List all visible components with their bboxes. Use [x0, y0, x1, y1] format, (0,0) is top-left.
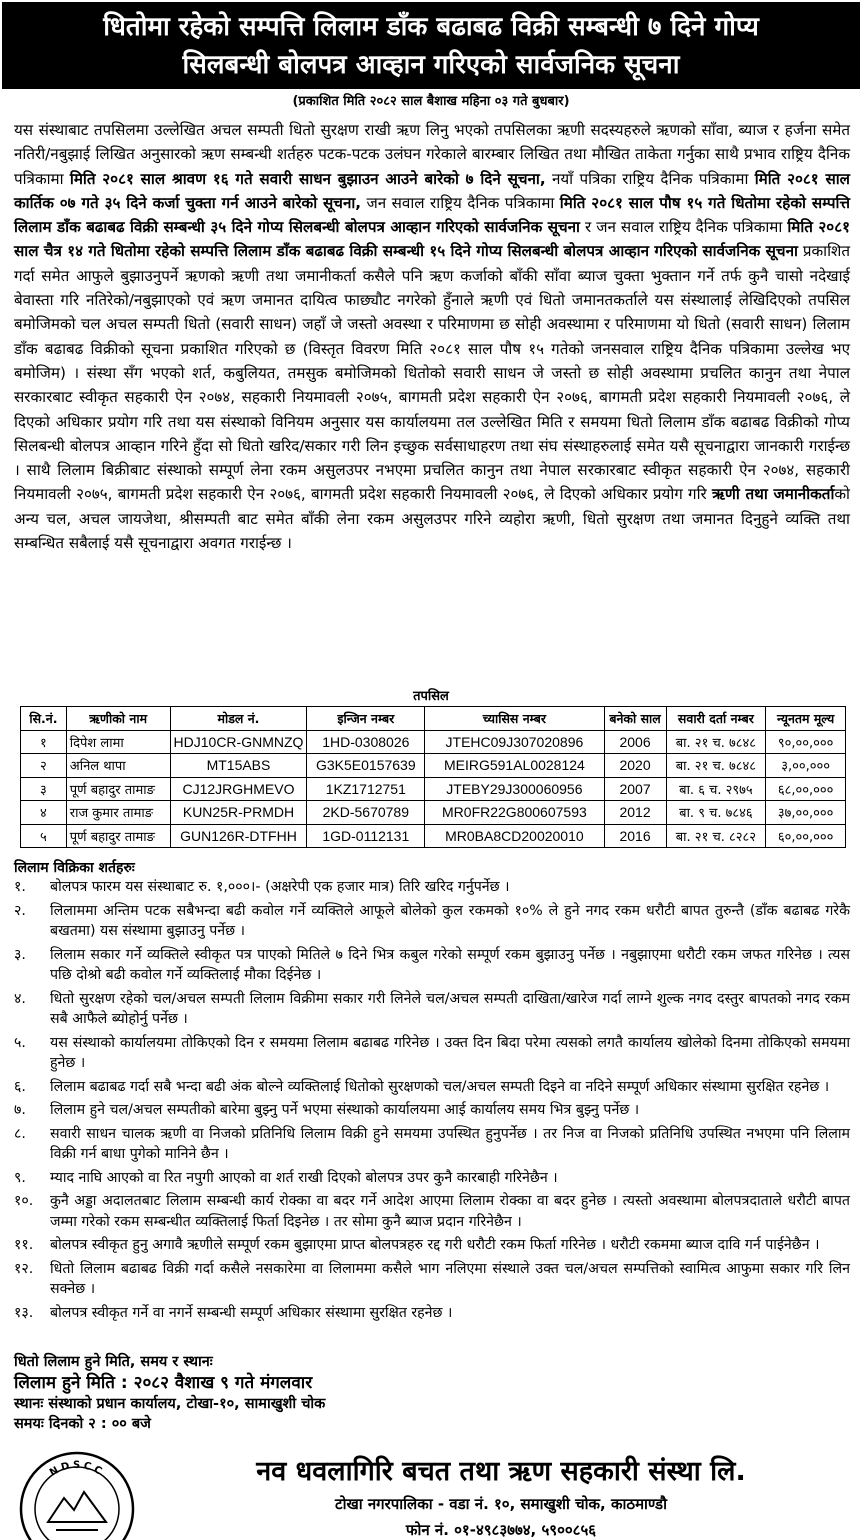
- cell-registration: बा. २१ च. ८२८२: [666, 824, 766, 848]
- condition-item: [14, 1235, 850, 1256]
- body-bold-2: मिति २०८१ साल कार्तिक ०७ गते ३५ दिने कर्जा चुक्ता गर्न आउने बारेको सूचना,: [14, 169, 850, 212]
- auction-heading: धितो लिलाम हुने मिति, समय र स्थानः: [14, 1354, 213, 1370]
- cell-borrower: अनिल थापा: [66, 754, 170, 778]
- cell-chassis: JTEHC09J307020896: [425, 730, 604, 754]
- condition-text: धितो सुरक्षण रहेको चल/अचल सम्पती लिलाम विक्रीमा सकार गरी लिनेले चल/अचल सम्पती दाखिता/खारेज गर्दा लाग्ने शुल्क नगद दस्तुर बापतको नगद रकम सबै आफैले ब्योहोर्नु पर्नेछ ।: [50, 990, 850, 1027]
- condition-number: ३.: [14, 946, 26, 963]
- cell-year: 2012: [604, 801, 666, 825]
- cell-min-price: ६८,००,०००: [766, 777, 846, 801]
- condition-number: ८.: [14, 1125, 26, 1142]
- body-text-4: र जन सवाल राष्ट्रिय दैनिक पत्रिकामा: [579, 218, 788, 237]
- cell-min-price: ६०,००,०००: [766, 824, 846, 848]
- cell-min-price: ३७,००,०००: [766, 801, 846, 825]
- condition-item: [14, 1168, 850, 1189]
- body-text-2: नयाँ पत्रिका राष्ट्रिय दैनिक पत्रिकामा: [545, 169, 755, 188]
- cell-year: 2007: [604, 777, 666, 801]
- cell-model: KUN25R-PRMDH: [170, 801, 307, 825]
- cell-borrower: पूर्ण बहादुर तामाङ: [66, 777, 170, 801]
- body-text-5: प्रकाशित गर्दा समेत आफुले बुझाउनुपर्ने ऋणको ऋणी तथा जमानीकर्ता कसैले पनि ऋण कर्जाको बाँकी साँवा ब्याज चुक्ता भुक्तान गर्ने तर्फ कुनै चासो नदेखाई बेवास्ता गरि नतिरेको/नबुझाएको एवं ऋण जमानत दायित्व फाछ्यौट नगरेको हुँनाले ऋणी एवं धितो जमानतकर्ताले यस संस्थालाई लेखिदिएको तपसिल बमोजिमको चल अचल सम्पती धितो (सवारी साधन) जहाँ जे जस्तो अवस्था र परिमाणमा छ सोही अवस्थामा र परिमाणमा यो धितो (सवारी साधन) लिलाम डाँक बढाबढ विक्रीको सूचना प्रकाशित गरिएको छ (विस्तृत विवरण मिति २०८१ साल पौष १५ गतेको जनसवाल राष्ट्रिय दैनिक पत्रिकामा उल्लेख भए बमोजिम) । संस्था सँग भएको शर्त, कबुलियत, तमसुक बमोजिमको धितोको सवारी साधन जे जस्तो छ सोही अवस्थामा प्रचलित कानुन तथा नेपाल सरकारबाट स्वीकृत सहकारी ऐन २०७४, सहकारी नियमावली २०७५, बागमती प्रदेश सहकारी ऐन २०७६, बागमती प्रदेश सहकारी नियमावली २०७६, ले दिएको अधिकार प्रयोग गरि तथा यस संस्थाको विनियम अनुसार यस कार्यालयमा तल उल्लेखित मिति र समयमा धितो लिलाम डाँक बढाबढ विक्रीको गोप्य सिलबन्धी बोलपत्र आव्हान गरिने हुँदा सो धितो खरिद/सकार गरी लिन इच्छुक सर्वसाधाहरण तथा संघ संस्थाहरुलाई समेत यसै सूचनाद्वारा जानकारी गराईन्छ । साथै लिलाम बिक्रीबाट संस्थाको सम्पूर्ण लेना रकम असुलउपर नभएमा प्रचलित कानुन तथा नेपाल सरकारबाट स्वीकृत सहकारी ऐन २०७४, सहकारी नियमावली २०७५, बागमती प्रदेश सहकारी ऐन २०७६, बागमती प्रदेश सहकारी नियमावली २०७६, ले दिएको अधिकार प्रयोग गरि: [14, 242, 850, 504]
- body-text-6: को अन्य चल, अचल जायजेथा, श्रीसम्पती बाट समेत बाँकी लेना रकम असुलउपर गरिने व्यहोरा ऋणी, धितो सुरक्षण तथा जमानत दिनुहुने व्यक्ति तथा सम्बन्धित सबैलाई यसै सूचनाद्वारा अवगत गराईन्छ ।: [14, 485, 850, 553]
- cell-year: 2016: [604, 824, 666, 848]
- cell-engine: 1KZ1712751: [307, 777, 425, 801]
- table-header-row: [21, 707, 846, 731]
- schedule-caption: तपसिल: [413, 689, 449, 704]
- condition-item: [14, 1100, 850, 1121]
- condition-number: ५.: [14, 1034, 26, 1051]
- table-row: [21, 754, 846, 778]
- condition-number: १.: [14, 879, 26, 895]
- condition-text: लिलाममा अन्तिम पटक सबैभन्दा बढी कवोल गर्ने व्यक्तिले आफूले बोलेको कुल रकमको १०% ले हुने नगद रकम धरौटी बापत तुरुन्तै (डाँक बढाबढ गरेकै बखतमा) यस संस्थामा बुझाउनु पर्नेछ ।: [50, 902, 850, 939]
- cell-min-price: ९०,००,०००: [766, 730, 846, 754]
- body-bold-5: ऋणी तथा जमानीकर्ता: [711, 485, 835, 504]
- notice-title-banner: [2, 2, 860, 89]
- condition-number: ९.: [14, 1169, 26, 1186]
- condition-text: लिलाम सकार गर्ने व्यक्तिले स्वीकृत पत्र पाएको मितिले ७ दिने भित्र कबुल गरेको सम्पूर्ण रकम बुझाउनु पर्नेछ । नबुझाएमा धरौटी रकम जफत गरिनेछ । त्यस पछि दोश्रो बढी कवोल गर्ने व्यक्तिलाई मौका दिईनेछ ।: [50, 946, 850, 983]
- condition-item: [14, 1124, 850, 1165]
- body-bold-4: मिति २०८१ साल चैत्र १४ गते धितोमा रहेको सम्पत्ति लिलाम डाँक बढाबढ विक्री सम्बन्धी १५ दिने गोप्य सिलबन्धी बोलपत्र आव्हान गरिएको सार्वजनिक सूचना: [14, 218, 850, 261]
- header-engine: इन्जिन नम्बर: [307, 707, 425, 731]
- condition-text: सवारी साधन चालक ऋणी वा निजको प्रतिनिधि लिलाम विक्री हुने समयमा उपस्थित हुनुपर्नेछ । तर निज वा निजको प्रतिनिधि उपस्थित नभएमा पनि लिलाम विक्री गर्न बाधा पुगेको मानिने छैन ।: [50, 1125, 850, 1162]
- condition-text: म्याद नाघि आएको वा रित नपुगी आएको वा शर्त राखी दिएको बोलपत्र उपर कुनै कारबाही गरिनेछैन ।: [50, 1169, 558, 1186]
- cell-year: 2020: [604, 754, 666, 778]
- cell-registration: बा. २१ च. ७८४८: [666, 730, 766, 754]
- notice-title-line-1: धितोमा रहेको सम्पत्ति लिलाम डाँक बढाबढ विक्री सम्बन्धी ७ दिने गोप्य: [103, 12, 759, 42]
- notice-body: [14, 118, 850, 555]
- condition-text: बोलपत्र स्वीकृत गर्ने वा नगर्ने सम्बन्धी सम्पूर्ण अधिकार संस्थामा सुरक्षित रहनेछ ।: [50, 1304, 453, 1321]
- cell-model: GUN126R-DTFHH: [170, 824, 307, 848]
- condition-number: २.: [14, 902, 26, 919]
- cell-sn: २: [21, 754, 67, 778]
- cell-engine: 1GD-0112131: [307, 824, 425, 848]
- cell-sn: ३: [21, 777, 67, 801]
- condition-item: [14, 1191, 850, 1232]
- seal-text: NDSCC: [47, 1459, 107, 1479]
- conditions-list: [14, 877, 850, 1326]
- condition-item: [14, 1033, 850, 1074]
- condition-number: ७.: [14, 1102, 26, 1118]
- notice-title-line-2: सिलबन्धी बोलपत्र आव्हान गरिएको सार्वजनिक सूचना: [182, 50, 680, 80]
- cell-registration: बा. ९ च. ७८४६: [666, 801, 766, 825]
- cell-sn: ४: [21, 801, 67, 825]
- condition-number: ४.: [14, 990, 26, 1007]
- cell-engine: 1HD-0308026: [307, 730, 425, 754]
- condition-item: [14, 989, 850, 1030]
- condition-number: १२.: [14, 1260, 34, 1277]
- condition-item: [14, 1303, 850, 1324]
- cell-registration: बा. २१ च. ७८४८: [666, 754, 766, 778]
- cell-registration: बा. ६ च. २९७५: [666, 777, 766, 801]
- organization-phone: फोन नं. ०१-४९८३७७४, ५९००८५६: [405, 1521, 597, 1539]
- cell-chassis: MR0BA8CD20020010: [425, 824, 604, 848]
- organization-seal-logo: [18, 1450, 136, 1540]
- condition-text: लिलाम बढाबढ गर्दा सबै भन्दा बढी अंक बोल्ने व्यक्तिलाई धितोको सुरक्षणको चल/अचल सम्पती दिइने वा नदिने सम्पूर्ण अधिकार संस्थामा सुरक्षित रहनेछ ।: [50, 1078, 830, 1095]
- header-borrower: ऋणीको नाम: [66, 707, 170, 731]
- condition-number: १३.: [14, 1304, 34, 1321]
- condition-number: ११.: [14, 1237, 34, 1253]
- condition-text: लिलाम हुने चल/अचल सम्पतीको बारेमा बुझ्नु पर्ने भएमा संस्थाको कार्यालयमा आई कार्यालय समय भित्र बुझ्नु पर्नेछ ।: [50, 1102, 640, 1118]
- body-text-1: यस संस्थाबाट तपसिलमा उल्लेखित अचल सम्पती धितो सुरक्षण राखी ऋण लिनु भएको तपसिलका ऋणी सदस्यहरुले ऋणको साँवा, ब्याज र हर्जना समेत नतिरी/नबुझाई लिखित अनुसारको ऋण सम्बन्धी शर्तहरु पटक-पटक उलंघन गरेकाले बारम्बार लिखित तथा मौखित ताकेता गर्नुका साथै प्रभाव राष्ट्रिय दैनिक पत्रिकामा: [14, 121, 850, 188]
- auction-date: लिलाम हुने मिति : २०८२ वैशाख ९ गते मंगलवार: [14, 1373, 313, 1393]
- cell-model: CJ12JRGHMEVO: [170, 777, 307, 801]
- condition-text: कुनै अड्डा अदालतबाट लिलाम सम्बन्धी कार्य रोक्का वा बदर गर्ने आदेश आएमा लिलाम रोक्का वा बदर हुनेछ । त्यस्तो अवस्थामा बोलपत्रदाताले धरौटी बापत जम्मा गरेको रकम सम्बन्धीत व्यक्तिलाई फिर्ता दिइनेछ । तर सोमा कुनै ब्याज प्रदान गरिनेछैन ।: [50, 1193, 850, 1230]
- cell-chassis: JTEBY29J300060956: [425, 777, 604, 801]
- condition-text: यस संस्थाको कार्यालयमा तोकिएको दिन र समयमा लिलाम बढाबढ गरिनेछ । उक्त दिन बिदा परेमा त्यसको लगतै कार्यालय खोलेको दिनमा तोकिएको समयमा हुनेछ ।: [50, 1034, 850, 1071]
- table-row: [21, 801, 846, 825]
- condition-number: १०.: [14, 1193, 34, 1209]
- condition-number: ६.: [14, 1078, 26, 1095]
- cell-model: MT15ABS: [170, 754, 307, 778]
- table-row: [21, 777, 846, 801]
- body-bold-1: मिति २०८१ साल श्रावण १६ गते सवारी साधन बुझाउन आउने बारेको ७ दिने सूचना,: [69, 169, 546, 188]
- header-sn: सि.नं.: [21, 707, 67, 731]
- condition-item: [14, 901, 850, 942]
- cell-min-price: ३,००,०००: [766, 754, 846, 778]
- auction-place: स्थानः संस्थाको प्रधान कार्यालय, टोखा-१०, सामाखुशी चोक: [14, 1396, 326, 1412]
- cell-year: 2006: [604, 730, 666, 754]
- cell-borrower: दिपेश लामा: [66, 730, 170, 754]
- cell-borrower: राज कुमार तामाङ: [66, 801, 170, 825]
- condition-item: [14, 877, 850, 898]
- header-model: मोडल नं.: [170, 707, 307, 731]
- cell-model: HDJ10CR-GNMNZQ: [170, 730, 307, 754]
- cell-chassis: MR0FR22G800607593: [425, 801, 604, 825]
- header-chassis: च्यासिस नम्बर: [425, 707, 604, 731]
- condition-text: बोलपत्र स्वीकृत हुनु अगावै ऋणीले सम्पूर्ण रकम बुझाएमा प्राप्त बोलपत्रहरु रद्द गरी धरौटी रकम फिर्ता गरिनेछ । धरौटी रकममा ब्याज दावि गर्न पाईनेछैन ।: [50, 1237, 820, 1253]
- cell-sn: १: [21, 730, 67, 754]
- vehicle-schedule-table: [20, 706, 846, 848]
- cell-chassis: MEIRG591AL0028124: [425, 754, 604, 778]
- cell-sn: ५: [21, 824, 67, 848]
- auction-time: समयः दिनको २ : ०० बजे: [14, 1416, 151, 1432]
- header-min-price: न्यूनतम मूल्य: [766, 707, 846, 731]
- header-registration: सवारी दर्ता नम्बर: [666, 707, 766, 731]
- cell-engine: G3K5E0157639: [307, 754, 425, 778]
- organization-name: नव धवलागिरि बचत तथा ऋण सहकारी संस्था लि.: [256, 1456, 746, 1487]
- table-row: [21, 730, 846, 754]
- condition-item: [14, 1077, 850, 1098]
- header-year: बनेको साल: [604, 707, 666, 731]
- body-bold-3: मिति २०८१ साल पौष १५ गते धितोमा रहेको सम्पत्ति लिलाम डाँक बढाबढ विक्री सम्बन्धी ३५ दिने गोप्य सिलबन्धी बोलपत्र आव्हान गरिएको सार्वजनिक सूचना: [14, 193, 850, 237]
- condition-item: [14, 945, 850, 986]
- body-text-3: जन सवाल राष्ट्रिय दैनिक पत्रिकामा: [361, 193, 560, 212]
- table-row: [21, 824, 846, 848]
- condition-text: धितो लिलाम बढाबढ विक्री गर्दा कसैले नसकारेमा वा लिलाममा कसैले भाग नलिएमा संस्थाले उक्त चल/अचल सम्पत्तिको स्वामित्व आफुमा सकार गरि लिन सक्नेछ ।: [50, 1260, 850, 1297]
- cell-borrower: पूर्ण बहादुर तामाङ: [66, 824, 170, 848]
- cell-engine: 2KD-5670789: [307, 801, 425, 825]
- condition-text: बोलपत्र फारम यस संस्थाबाट रु. १,०००।- (अक्षरेपी एक हजार मात्र) तिरि खरिद गर्नुपर्नेछ ।: [50, 879, 510, 895]
- conditions-heading: लिलाम विक्रिका शर्तहरुः: [14, 860, 135, 876]
- condition-item: [14, 1259, 850, 1300]
- organization-address: टोखा नगरपालिका - वडा नं. १०, समाखुशी चोक, काठमाण्डौ: [335, 1495, 667, 1513]
- published-date: (प्रकाशित मिति २०८२ साल बैशाख महिना ०३ गते बुधबार): [292, 94, 570, 109]
- auction-details: [14, 1352, 325, 1434]
